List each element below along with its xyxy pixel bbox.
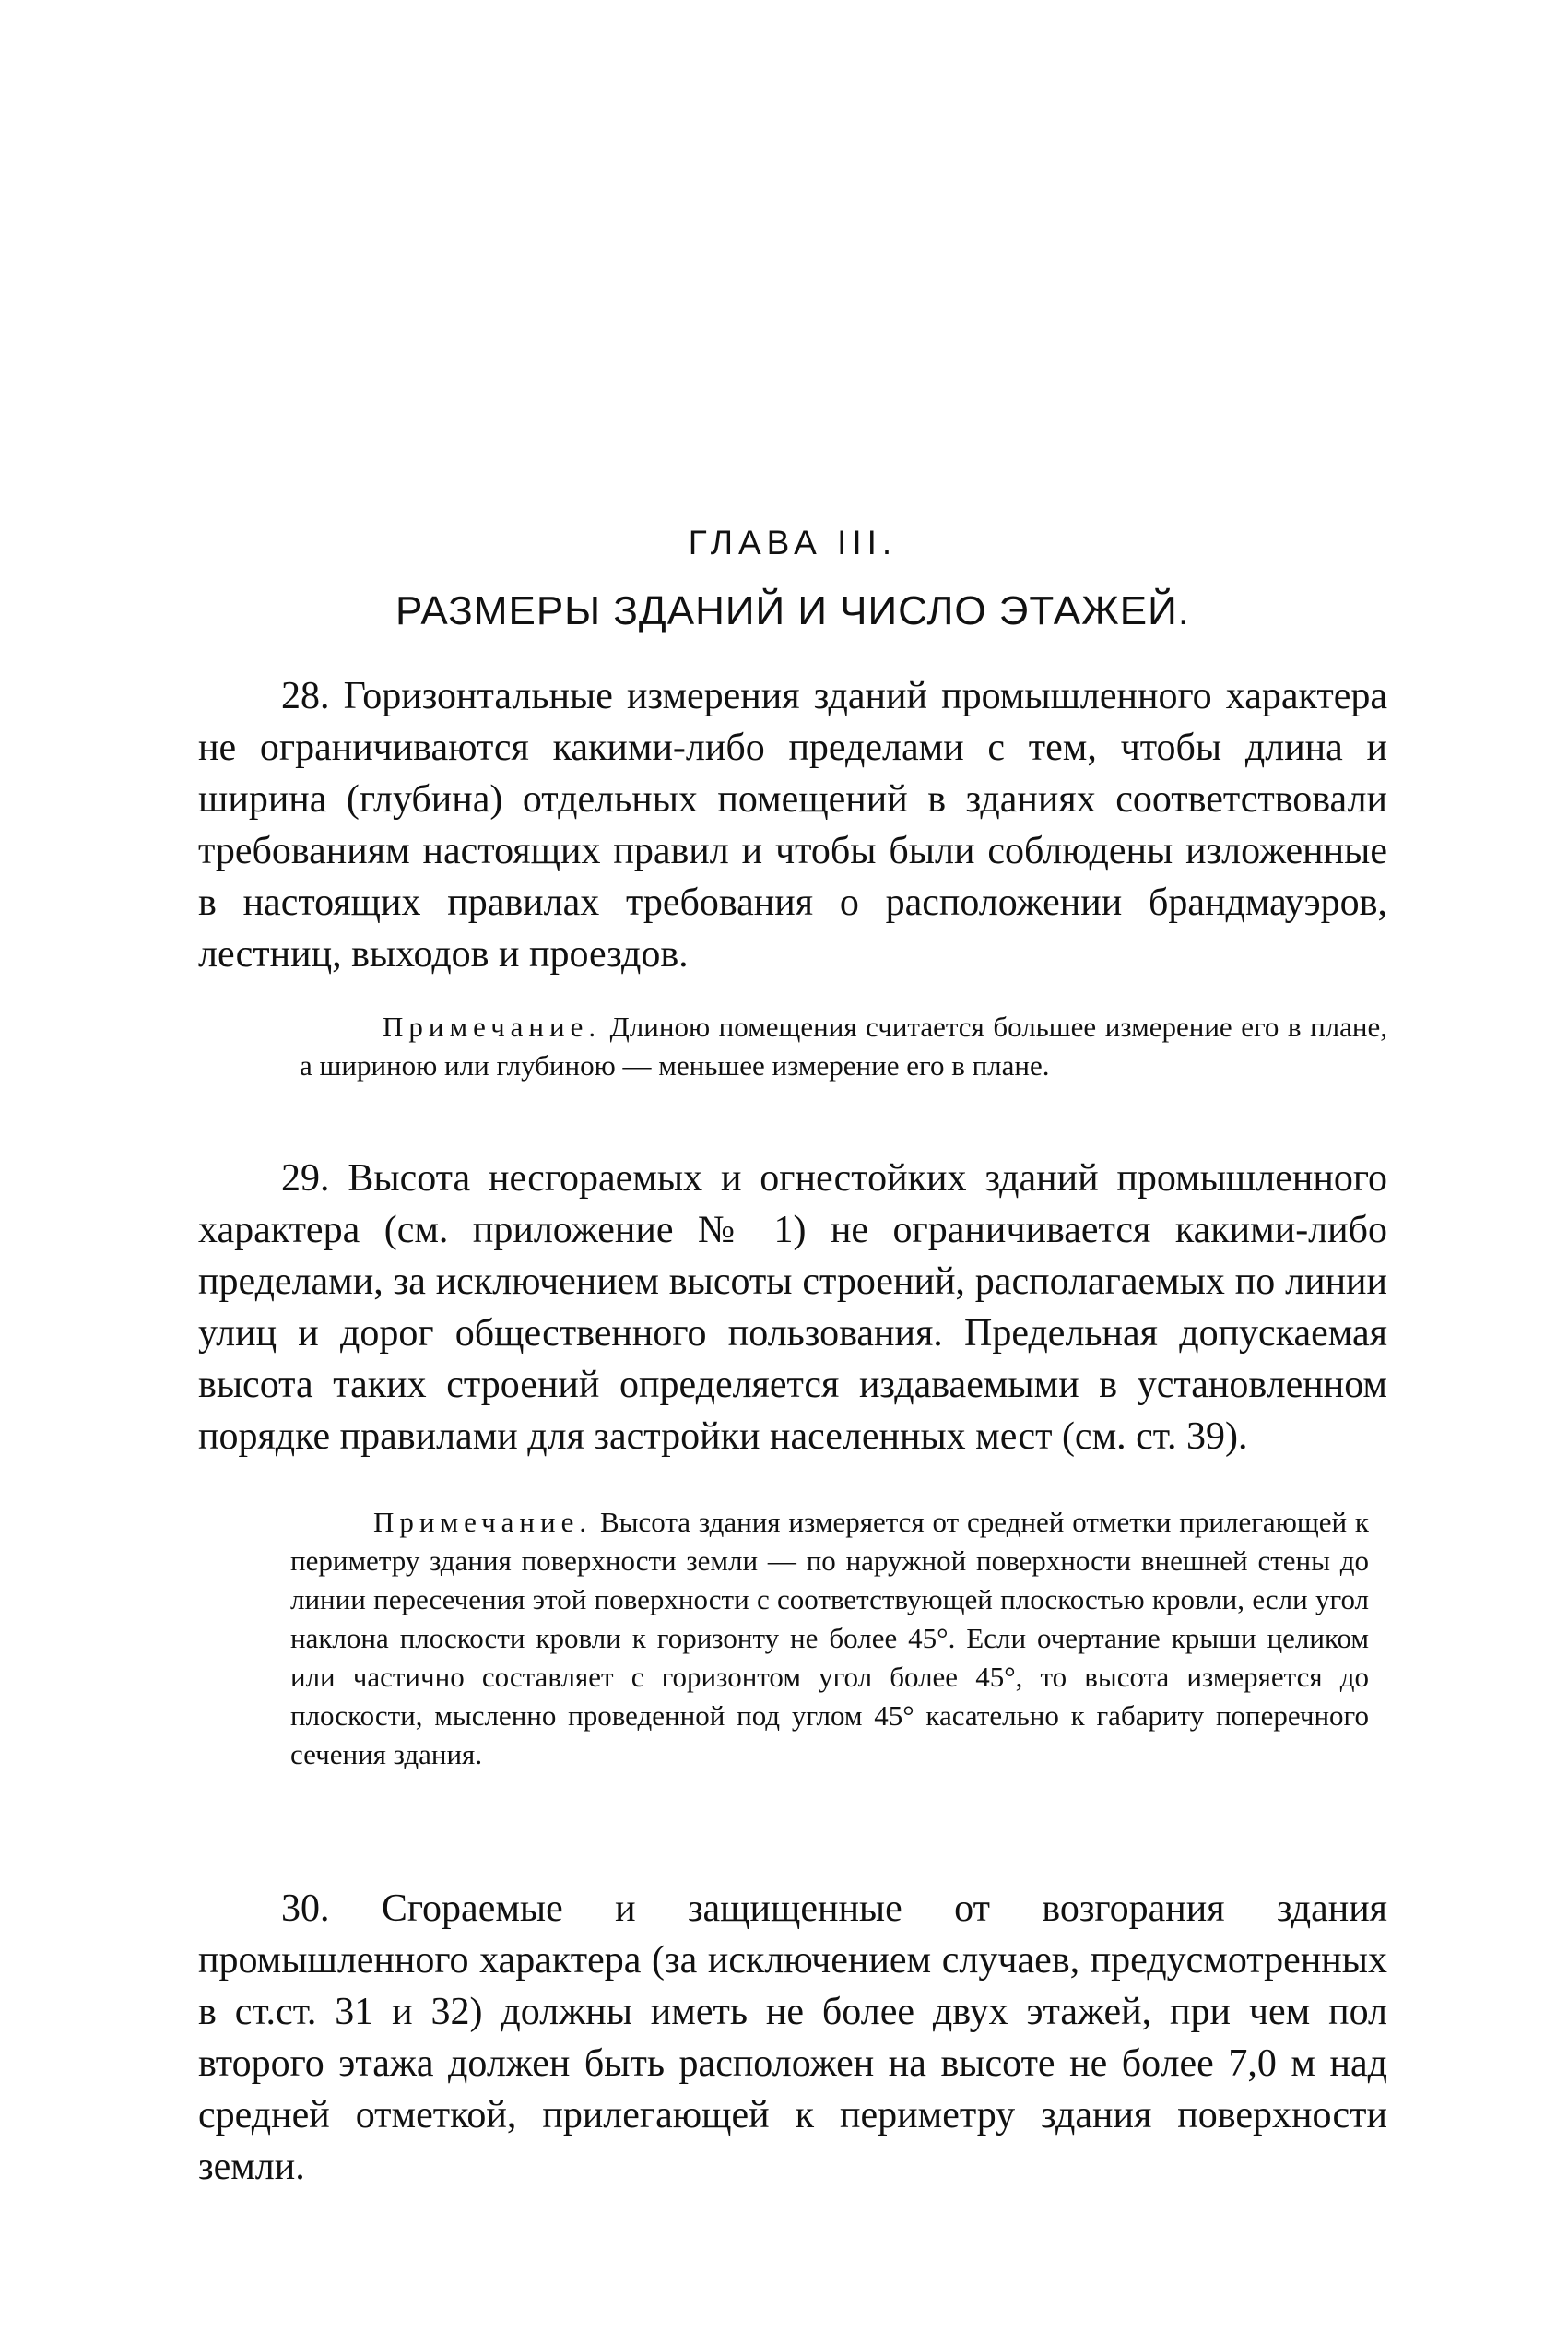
article-29-note <box>290 1503 1369 1774</box>
note-text: Высота здания измеряется от средней отметки прилегающей к периметру здания поверхности земли — по наружной поверхности внешней стены до линии пересечения этой поверхности с соответствующей плоскостью кровли, если угол наклона плоскости кровли к горизонту не более 45°. Если очертание крыши целиком или частично составляет с горизонтом угол более 45°, то высота измеряется до плоскости, мысленно проведенной под углом 45° касательно к габариту поперечного сечения здания. <box>290 1506 1369 1770</box>
article-30: 30. Сгораемые и защищенные от возгорания здания промышленного характера (за исключением случаев, предусмотренных в ст.ст. 31 и 32) должны иметь не более двух этажей, при чем пол второго этажа должен быть расположен на высоте не более 7,0 м над средней отметкой, прилегающей к периметру здания поверхности земли. <box>198 1887 1387 2188</box>
chapter-title: РАЗМЕРЫ ЗДАНИЙ И ЧИСЛО ЭТАЖЕЙ. <box>395 588 1190 633</box>
note-label: Примечание. <box>373 1506 593 1538</box>
note-label: Примечание. <box>383 1011 602 1043</box>
article-29: 29. Высота несгораемых и огнестойких зданий промышленного характера (см. приложение № 1) не ограничивается какими-либо пределами, за исключением высоты строений, располагаемых по линии улиц и дорог общественного пользования. Предельная допускаемая высота таких строений определяется издаваемыми в установленном порядке правилами для застройки населенных мест (см. ст. 39). <box>198 1157 1387 1458</box>
article-28-note <box>300 1008 1387 1085</box>
article-28: 28. Горизонтальные измерения зданий промышленного характера не ограничиваются какими-либо пределами с тем, чтобы длина и ширина (глубина) отдельных помещений в зданиях соответствовали требованиям настоящих правил и чтобы были соблюдены изложенные в настоящих правилах требования о расположении брандмауэров, лестниц, выходов и проездов. <box>198 675 1387 976</box>
chapter-heading: ГЛАВА III. <box>688 524 898 562</box>
note-text: Длиною помещения считается большее измерение его в плане, а шириною или глубиною — меньшее измерение его в плане. <box>300 1011 1388 1082</box>
